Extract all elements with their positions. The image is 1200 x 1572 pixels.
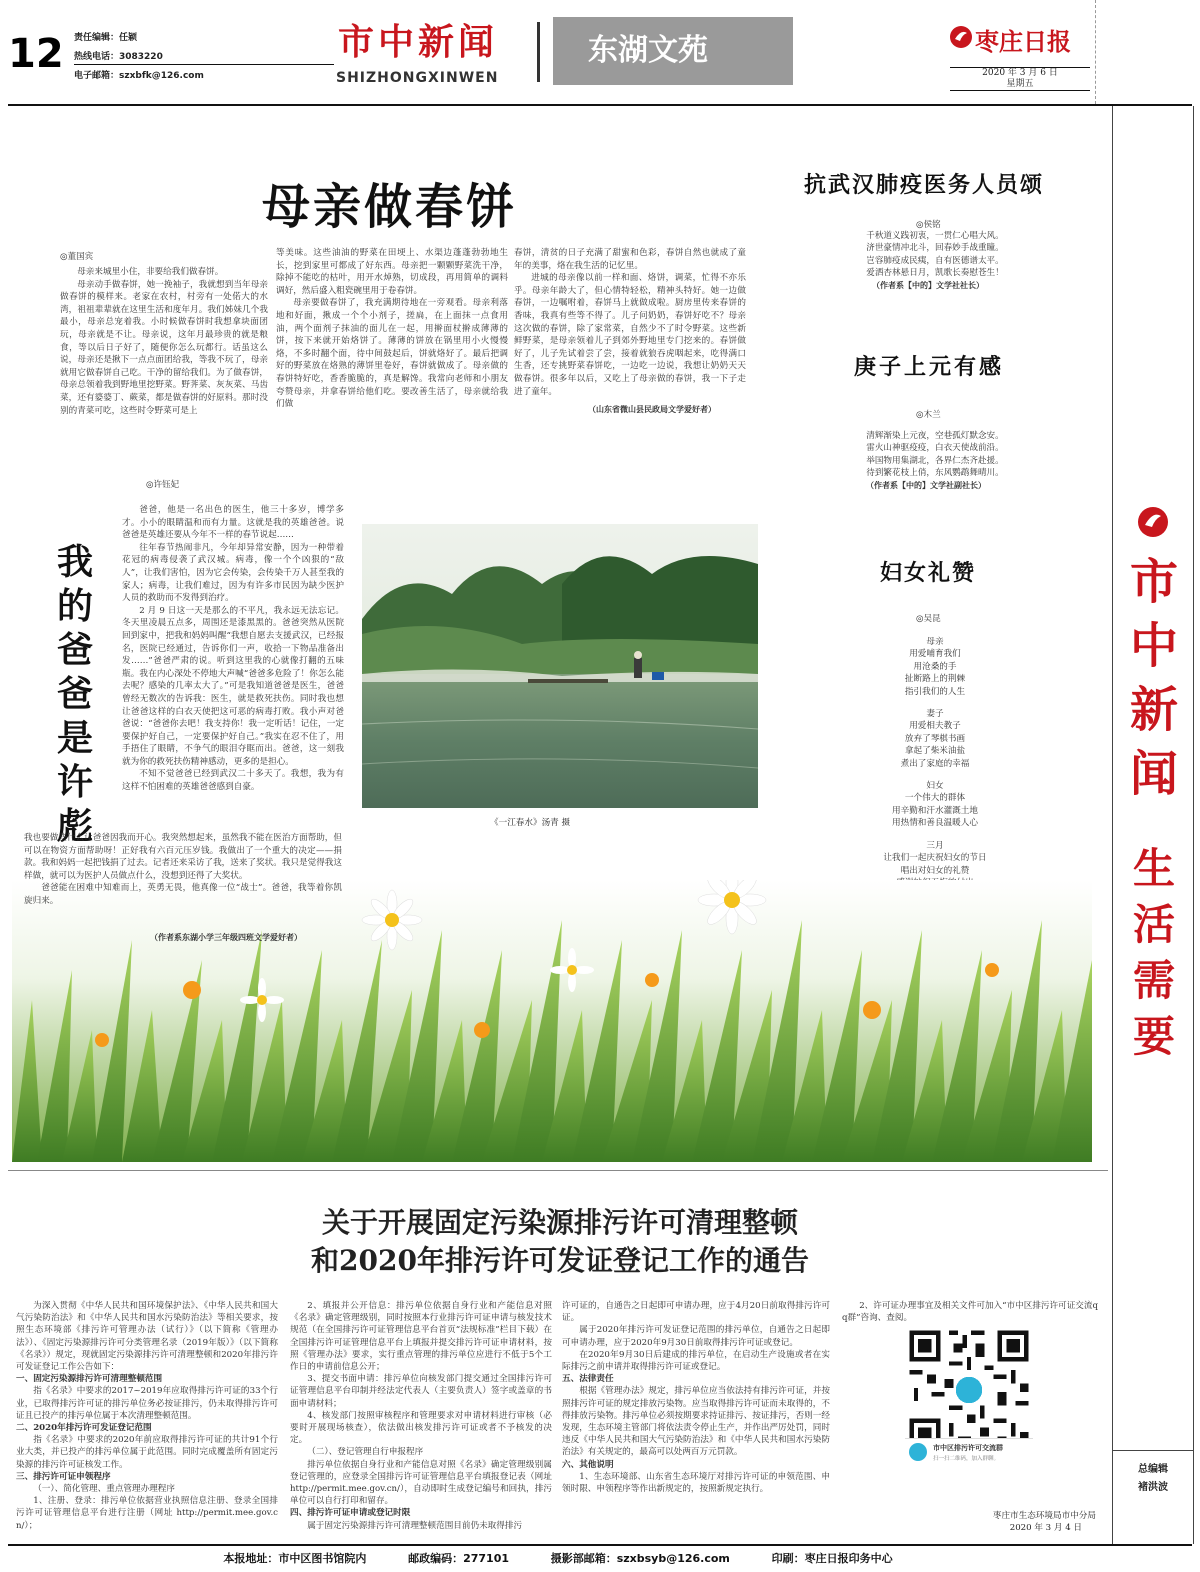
notice-col1 [16,1300,278,1532]
paragraph: 指《名录》中要求的2020年前应取得排污许可证的共计91个行业大类，并已投产的排污单位属于此范围。同时完成覆盖所有固定污染源的排污许可证核发工作。 [16,1435,278,1470]
sidebar-frame [1112,106,1194,1544]
notice-rule [8,1170,1108,1171]
byline-doctors: ◎侯铭 [916,220,941,230]
brand-pinyin: SHIZHONGXINWEN [336,70,499,86]
article-title-mother: 母亲做春饼 [262,179,518,235]
sidebar-brand-char: 新 [1129,682,1178,738]
byline-women: ◎吴昆 [916,614,941,624]
article-dad-tail [24,832,342,908]
paper-name: 枣庄日报 [975,27,1071,56]
brand-title: 市中新闻 [338,21,499,63]
poem-line: 煮出了家庭的幸福 [900,758,970,769]
article-dad-col [122,504,344,794]
section-heading: 二、2020年排污许可发证登记范围 [16,1423,152,1434]
paragraph: 排污单位依据自身行业和产能信息对照《名录》确定管理级别属登记管理的，应登录全国排污许可证管理信息平台填报登记表（网址 http://permit.mee.gov.cn/），自动即时生成登记编号和回执，排污单位可以自行打印和留存。 [290,1459,552,1507]
poem-doctors-lines [830,230,1040,280]
notice-issuer: 枣庄市生态环境局市中分局 [992,1511,1096,1521]
byline-dad: ◎许钰妃 [146,480,180,490]
poem-title-women: 妇女礼赞 [880,561,977,586]
footer-address: 本报地址：市中区图书馆院内 [223,1552,367,1565]
paragraph: 不知不觉爸爸已经到武汉二十多天了。我想，我为有这样不怕困难的英雄爸爸感到自豪。 [122,769,344,793]
poem-line: 用辛勤和汗水灌溉土地 [892,805,978,816]
sidebar-brand-char: 市 [1129,554,1178,610]
notice-title-line1: 关于开展固定污染源排污许可清理整顿 [321,1206,798,1239]
byline-gengzi: ◎木兰 [916,410,941,420]
paragraph: 根据《管理办法》规定，排污单位应当依法持有排污许可证，并按照排污许可证的规定排放污染物。应当取得排污许可证而未取得的，不得排放污染物。排污单位必须按期要求持证排污、按证排污，否则一经发现，生态环境主管部门将依法责令停止生产，并作出严厉处罚，同时违反《中华人民共和国大气污染防治法》和《中华人民共和国水污染防治法》有关规定的，最高可以处两百万元罚款。 [562,1386,830,1458]
notice-col2 [290,1300,552,1532]
paragraph: 母亲动手做春饼，她一挽袖子，我就想到当年母亲做春饼的模样来。老家在农村，村旁有一处偌大的水湾，祖祖辈辈就在这里生活和度年月。我们姊妹几个我最小，母亲总宠着我。小时候做春饼时我想拿块面团玩，母亲就是不让。母亲说，这年月最珍贵的就是粮食，等以后日子好了，随便你怎么玩都行。话虽这么说，母亲还是揪下一点点面团给我，等我不玩了，母亲就用它做春饼自己吃。干净的留给我们。为了做春饼，母亲总领着我到野地里挖野菜。野荠菜、灰灰菜、马齿菜，还有婆婆丁、蕨菜，都是做春饼的好原料。那时没别的青菜可吃，这些时令野菜可是上 [60,279,268,416]
qr-sub: 扫一扫二维码，加入群聊。 [933,1456,1000,1462]
paragraph: 1、注册、登录：排污单位依据营业执照信息注册、登录全国排污许可证管理信息平台进行注册（网址 http://permit.mee.gov.cn/）； [16,1496,278,1531]
poem-line: 拿起了柴米油盐 [904,746,966,757]
paragraph: 3、提交书面申请：排污单位向核发部门提交通过全国排污许可证管理信息平台印制并经法定代表人（主要负责人）签字或盖章的书面申请材料； [290,1374,552,1409]
poem-line: 爱洒杏林悬日月，凯歌长奏慰苍生！ [866,268,1004,279]
article-mother-col1 [60,266,268,417]
qr-label: 市中区排污许可交流群 [933,1444,1003,1452]
paragraph: 在2020年9月30日后建成的排污单位，在启动生产设施或者在实际排污之前申请并取得排污许可证或登记。 [562,1349,830,1373]
notice-col3 [562,1300,830,1495]
poem-line: 雷火山神驱疫疫，白衣天使战前沿。 [866,443,1004,454]
poem-line: 指引我们的人生 [904,686,966,697]
paragraph: 爸爸，他是一名出色的医生，他三十多岁，博学多才。小小的眼睛温和而有力量。这就是我的英雄爸爸。说爸爸是英雄还要从今年不一样的春节说起…… [122,505,344,541]
sidebar-brand-char: 闻 [1129,746,1178,802]
paragraph: 指《名录》中要求的2017~2019年应取得排污许可证的33个行业，已取得排污许可证的排污单位务必按证排污，仍未取得排污许可证且已投产的排污单位属于本次清理整顿范围。 [16,1386,278,1421]
credit-dad: （作者系东湖小学三年级四班文学爱好者） [150,932,302,942]
poem-line: 千秋道义践初衷，一贯仁心唱大风。 [866,231,1004,241]
section-heading: 三、排污许可证申领程序 [16,1471,111,1482]
date-box [950,67,1090,91]
notice-col4 [842,1300,1098,1324]
poem-line: 用热情和善良温暖人心 [892,818,978,829]
section-heading: 一、固定污染源排污许可清理整顿范围 [16,1374,163,1385]
notice-title-line2: 和2020年排污许可发证登记工作的通告 [311,1244,809,1277]
paragraph: 属于2020年排污许可发证登记范围的排污单位，自通告之日起即可申请办理，应于2020年9月30日前取得排污许可证或登记。 [562,1325,830,1348]
chief-editor-label: 总编辑 [1138,1464,1168,1475]
credit-doctors: （作者系【中的】文学社社长） [872,280,984,290]
section-heading: 五、法律责任 [562,1374,614,1385]
footer-printer: 印刷：枣庄日报印务中心 [771,1552,893,1565]
section-heading: 六、其他说明 [562,1459,614,1470]
poem-gengzi-lines [830,430,1040,480]
sidebar-logo-icon [1136,505,1170,539]
date-text: 2020 年 3 月 6 日 [982,68,1058,78]
notice-signature [900,1510,1096,1534]
photo-caption: 《一江春水》汤青 摄 [490,818,571,828]
header-divider [537,22,540,82]
page-number: 12 [8,31,64,77]
poem-line: 妇女 [926,781,944,792]
footer [8,1550,1108,1566]
qr-code-icon[interactable] [905,1326,1033,1454]
paragraph: 春饼，清贫的日子充满了甜蜜和色彩，春饼自然也就成了童年的美事，烙在我生活的记忆里。 [514,248,746,271]
paragraph: 属于固定污染源排污许可清理整顿范围目前仍未取得排污 [307,1520,523,1531]
poem-line: 一个伟大的群体 [904,793,966,804]
email-label: 电子邮箱：szxbfk@126.com [74,71,204,81]
sidebar-brand-char: 中 [1129,618,1178,674]
grass-flower-illustration [12,880,1092,1162]
credit-mother: （山东省微山县民政局文学爱好者） [588,404,716,414]
poem-title-doctors: 抗武汉肺疫医务人员颂 [804,172,1045,198]
paragraph: 进城的母亲像以前一样和面、烙饼，调菜，忙得不亦乐乎。母亲年龄大了，但心情特轻松，精神头特好。她一边做春饼，一边嘱咐着，春饼马上就做成啦。厨房里传来春饼的香味，我真有些等不得了。儿子问奶奶，春饼好吃不？母亲这次做的春饼，除了家常菜，自然少不了时令野菜。这些新鲜野菜，是母亲领着儿子到郊外野地里专门挖来的。春饼做好了，儿子先试着尝了尝，接着就狼吞虎咽起来，吃得满口生香，还专挑野菜春饼吃，一边吃一边说，我想让奶奶天天做春饼。很多年以后，又吃上了母亲做的春饼，我一下子走进了童年。 [514,273,746,397]
poem-line: 用沧桑的手 [913,661,957,672]
footer-photo-email: 摄影部邮箱：szxbsyb@126.com [550,1552,730,1565]
paragraph: 2、许可证办理事宜及相关文件可加入“市中区排污许可证交流qq群”咨询、查阅。 [842,1301,1098,1324]
poem-line: 用爱哺育我们 [909,649,961,660]
sidebar-slogan-char: 要 [1132,1012,1175,1061]
section-title: 东湖文苑 [588,33,708,68]
phone-label: 热线电话：3083220 [74,52,163,62]
section-heading: 四、排污许可证申请或登记时限 [290,1508,411,1519]
paragraph: 爸爸能在困难中知难而上，英勇无畏，他真像一位“战士”。爸爸，我等着你凯旋归来。 [24,883,342,906]
qr-label-box [905,1438,1033,1466]
paragraph: 2 月 9 日这一天是那么的不平凡，我永远无法忘记。冬天里凌晨五点多，周围还是漆黑黑的。爸爸突然从医院回到家中，把我和妈妈叫醒“我想自愿去支援武汉，已经报名，医院已经通过，告诉你们一声，收拾一下物品准备出发……”爸爸严肃的说。听到这里我的心就像打翻的五味瓶。我在内心深处不停地大声喊“爸爸多危险了！你怎么能去呢？感染的几率太大了。”可是我知道爸爸是医生，爸爸曾经无数次的告诉我：医生，就是救死扶伤。同时我也想让爸爸这样的白衣天使把这可恶的病毒打败。我小声对爸爸说：“爸爸你去吧！我支持你！我一定听话！记住，一定要保护好自己，一定要保护好自己。”我实在忍不住了，用手捂住了眼睛，不争气的眼泪夺眶而出。爸爸，这一刻我就为你的救死扶伤精神感动，更多的是担心。 [122,605,344,767]
river-photo [362,524,758,808]
byline-mother: ◎董国宾 [60,252,94,262]
paragraph: （二）、登记管理自行申报程序 [307,1447,424,1458]
editor-label: 责任编辑：任颖 [74,33,138,43]
paragraph: 母亲要做春饼了，我充满期待地在一旁观看。母亲利落地和好面，揪成一个个小剂子，搓扁，在上面抹一点食用油，两个面剂子抹油的面儿在一起，用擀面杖擀成薄薄的饼，按下来就开始烙饼了。薄薄的饼放在锅里用小火慢慢烙，不多时翻个面，待中间鼓起后，饼就烙好了。最后把调好的野菜放在烙熟的薄饼里卷好，春饼就做成了。母亲做的春饼特好吃，香香脆脆的，真是解馋。我常向老师和小朋友夸赞母亲，并拿春饼给他们吃。要改善生活了，母亲就给我们做 [276,298,508,410]
paragraph: 等美味。这些油油的野菜在田埂上、水渠边蓬蓬勃勃地生长，挖到家里可都成了好东西。母亲把一颗颗野菜洗干净，除掉不能吃的枯叶，用开水焯熟，切成段，再用简单的调料调好，然后盛入粗瓷碗里用于卷春饼。 [276,248,508,296]
header-rule [8,104,1192,106]
paper-logo-icon [948,24,974,50]
poem-title-gengzi: 庚子上元有感 [854,354,1005,380]
poem-line: 清辉渐染上元夜，空巷孤灯默念安。 [866,431,1004,441]
paragraph: 许可证的，自通告之日起即可申请办理，应于4月20日前取得排污许可证。 [562,1301,830,1324]
poem-line: 用爱相夫教子 [909,721,961,732]
poem-line: 岂容肺疫成民痍，自有医德谱太平。 [866,255,1004,266]
poem-line: 扯断路上的荆棘 [904,674,966,685]
footer-rule [8,1544,1192,1546]
footer-postcode: 邮政编码：277101 [408,1552,510,1565]
top-margin-line [1095,0,1096,104]
sidebar-slogan-char: 活 [1132,900,1175,949]
poem-line: 待到繁花枝上俏，东风鹦鹉舞晴川。 [866,468,1004,479]
paragraph: 往年春节热闹非凡，今年却异常安静，因为一种带着花冠的病毒侵袭了武汉城。病毒，像一个个凶狠的“敌人”，让我们害怕，因为它会传染，会传染千万人甚至我的家人；病毒，让我们难过，因为有许多市民因为缺少医护人员的救助而不发得到治疗。 [122,542,344,604]
poem-line: 唱出对妇女的礼赞 [900,865,970,876]
header-underline [74,64,334,65]
poem-line: 母亲 [926,637,944,647]
poem-line: 放弃了琴棋书画 [904,733,966,744]
paragraph: 母亲来城里小住，非要给我们做春饼。 [77,267,224,277]
paragraph: 2、填报并公开信息：排污单位依据自身行业和产能信息对照《名录》确定管理级别，同时按照本行业排污许可证申请与核发技术规范（在全国排污许可证管理信息平台首页“法规标准”栏目下载）在全国排污许可证管理信息平台上填报并提交排污许可证申请材料，按照《管理办法》要求，实行重点管理的排污单位应进行不低于5个工作日的申请前信息公开； [290,1301,552,1373]
poem-line: 妻子 [926,709,944,720]
paragraph: 4、核发部门按照审核程序和管理要求对申请材料进行审核（必要时开展现场核查），依法做出核发排污许可证或者不予核发的决定。 [290,1410,552,1446]
article-title-dad: 我的爸爸是许彪 [56,541,93,847]
poem-line: 让我们一起庆祝妇女的节日 [883,853,987,864]
paragraph: 为深入贯彻《中华人民共和国环境保护法》、《中华人民共和国大气污染防治法》和《中华人民共和国水污染防治法》等相关要求，按照生态环境部《排污许可管理办法（试行）》（以下简称《管理办法》）、《固定污染源排污许可分类管理名录（2019年版）》（以下简称《名录》）规定，现就固定污染源排污许可清理整顿和2020年排污许可发证登记工作公告如下： [16,1301,278,1373]
article-mother-col2 [276,247,508,411]
paragraph: 我也要做些什么让爸爸因我而开心。我突然想起来，虽然我不能在医治方面帮助，但可以在物资方面帮助呀！正好我有六百元压岁钱。我做出了一个重大的决定——捐款。我和妈妈一起把钱捐了过去。记者还来采访了我，送来了奖状。我只是觉得我这样做，就可以为医护人员做点什么，没想到还得了大奖状。 [24,833,342,881]
weekday-text: 星期五 [1006,79,1034,89]
poem-line: 济世豪情冲北斗，回春妙手战重瞳。 [866,243,1004,254]
sidebar-slogan-char: 生 [1132,844,1175,893]
poem-line: 举国物用集湖北，各界仁杰齐赴援。 [866,455,1004,466]
sidebar-slogan-char: 需 [1132,956,1175,1005]
paragraph: 1、生态环境部、山东省生态环境厅对排污许可证的申领范围、申领时限、申领程序等作出新规定的，按照新规定执行。 [562,1471,830,1495]
credit-gengzi: （作者系【中的】文学社副社长） [866,480,986,490]
group-avatar-icon [909,1443,927,1461]
paragraph: （一）、简化管理、重点管理办理程序 [33,1484,175,1495]
chief-editor-name: 褚洪波 [1138,1482,1168,1493]
notice-date: 2020 年 3 月 4 日 [1009,1523,1082,1533]
poem-line: 三月 [926,840,944,851]
article-mother-col3 [514,247,746,398]
